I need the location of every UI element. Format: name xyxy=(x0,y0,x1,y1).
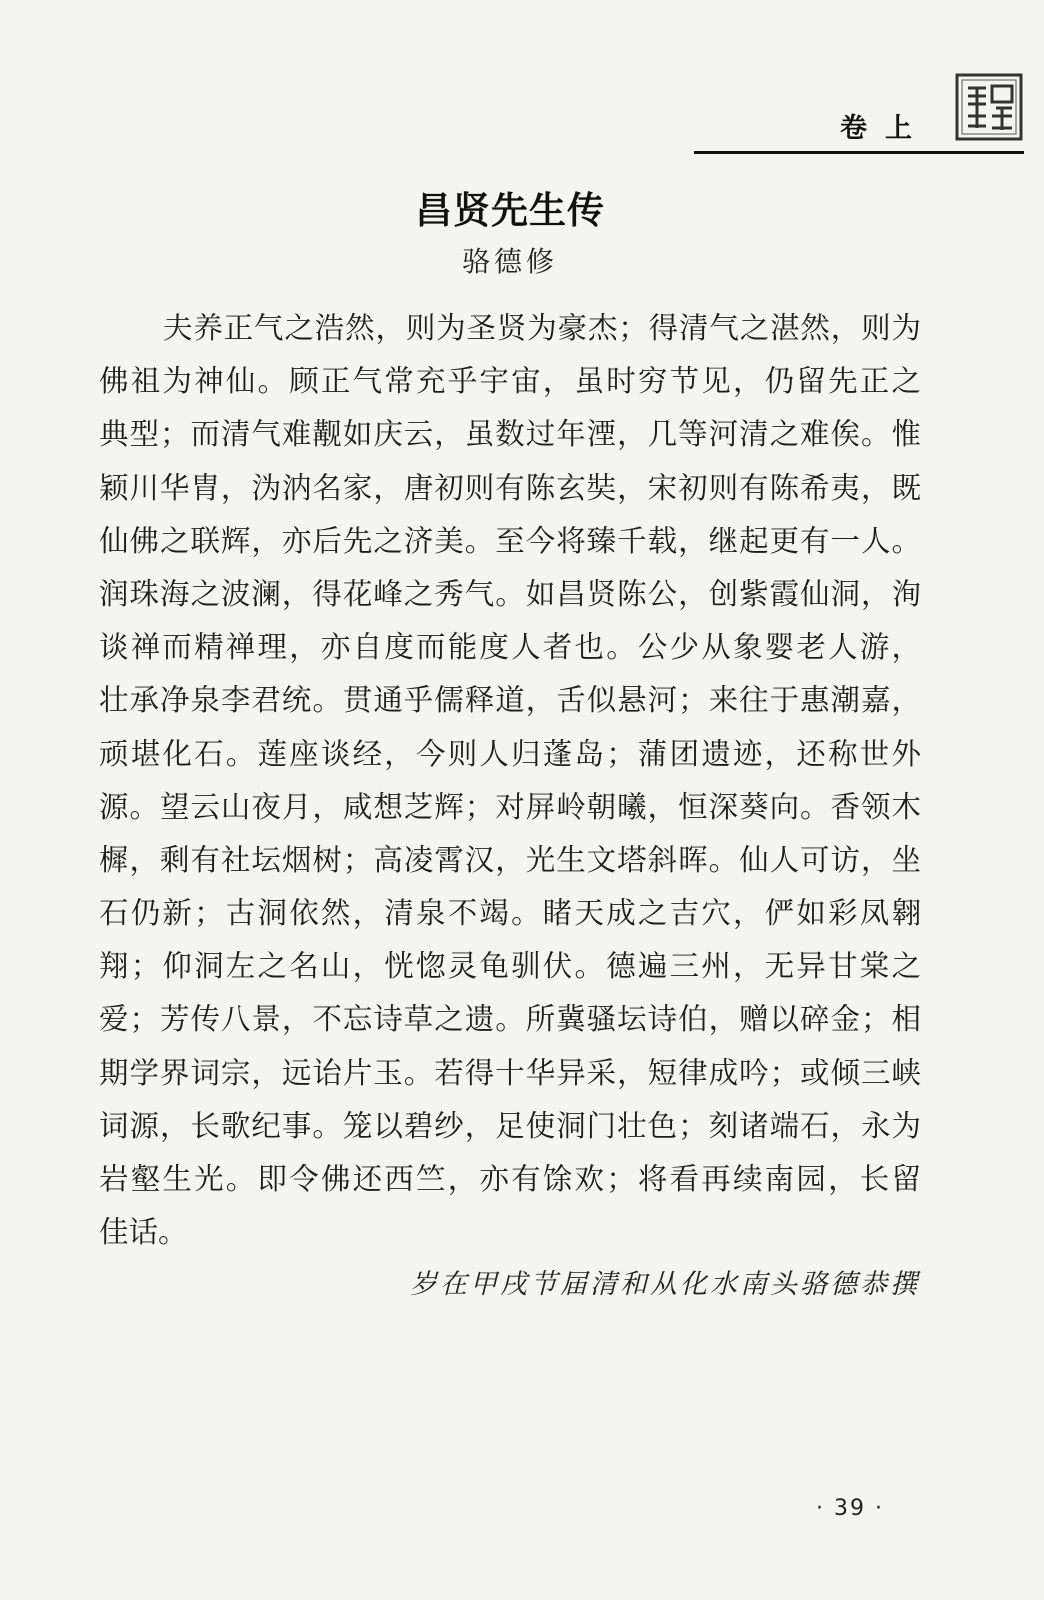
article-body xyxy=(99,302,921,1259)
header-rule xyxy=(694,151,1024,154)
article-author: 骆德修 xyxy=(461,245,558,278)
body-line: 爱；芳传八景，不忘诗草之遗。所冀骚坛诗伯，赠以碎金；相 xyxy=(99,1002,921,1037)
seal-stamp xyxy=(954,72,1024,142)
body-line: 翔；仰洞左之名山，恍惚灵龟驯伏。德遍三州，无异甘棠之 xyxy=(99,949,921,984)
body-line: 颖川华胄，沩汭名家，唐初则有陈玄奘，宋初则有陈希夷，既 xyxy=(99,470,921,505)
article-title: 昌贤先生传 xyxy=(415,189,605,232)
body-line: 典型；而清气难觏如庆云，虽数过年湮，几等河清之难俟。惟 xyxy=(99,417,921,452)
header-section-label: 卷上 xyxy=(840,113,930,144)
body-line: 石仍新；古洞依然，清泉不竭。睹天成之吉穴，俨如彩凤翱 xyxy=(99,896,921,931)
body-line: 佳话。 xyxy=(99,1215,188,1250)
body-line: 夫养正气之浩然，则为圣贤为豪杰；得清气之湛然，则为 xyxy=(163,311,921,345)
body-line: 仙佛之联辉，亦后先之济美。至今将臻千载，继起更有一人。 xyxy=(99,523,921,558)
body-line: 壮承净泉李君统。贯通乎儒释道，舌似悬河；来往于惠潮嘉， xyxy=(99,683,921,718)
body-line: 佛祖为神仙。顾正气常充乎宇宙，虽时穷节见，仍留先正之 xyxy=(99,364,921,399)
body-line: 源。望云山夜月，咸想芝辉；对屏岭朝曦，恒深葵向。香领木 xyxy=(99,789,921,824)
body-line: 词源，长歌纪事。笼以碧纱，足使洞门壮色；刻诸端石，永为 xyxy=(99,1108,921,1143)
body-line: 润珠海之波澜，得花峰之秀气。如昌贤陈公，创紫霞仙洞，洵 xyxy=(99,576,921,611)
body-line: 樨，剩有社坛烟树；高凌霄汉，光生文塔斜晖。仙人可访，坐 xyxy=(99,842,921,877)
body-line: 期学界词宗，远诒片玉。若得十华异采，短律成吟；或倾三峡 xyxy=(99,1055,921,1090)
signature-line: 岁在甲戌节届清和从化水南头骆德恭撰 xyxy=(410,1269,920,1300)
seal-stamp-graphic xyxy=(954,72,1024,142)
body-line: 谈禅而精禅理，亦自度而能度人者也。公少从象婴老人游， xyxy=(99,630,921,665)
body-line: 顽堪化石。莲座谈经，今则人归蓬岛；蒲团遗迹，还称世外 xyxy=(99,736,921,771)
page-number: · 39 · xyxy=(816,1496,884,1521)
body-line: 岩壑生光。即令佛还西竺，亦有馀欢；将看再续南园，长留 xyxy=(99,1162,921,1196)
